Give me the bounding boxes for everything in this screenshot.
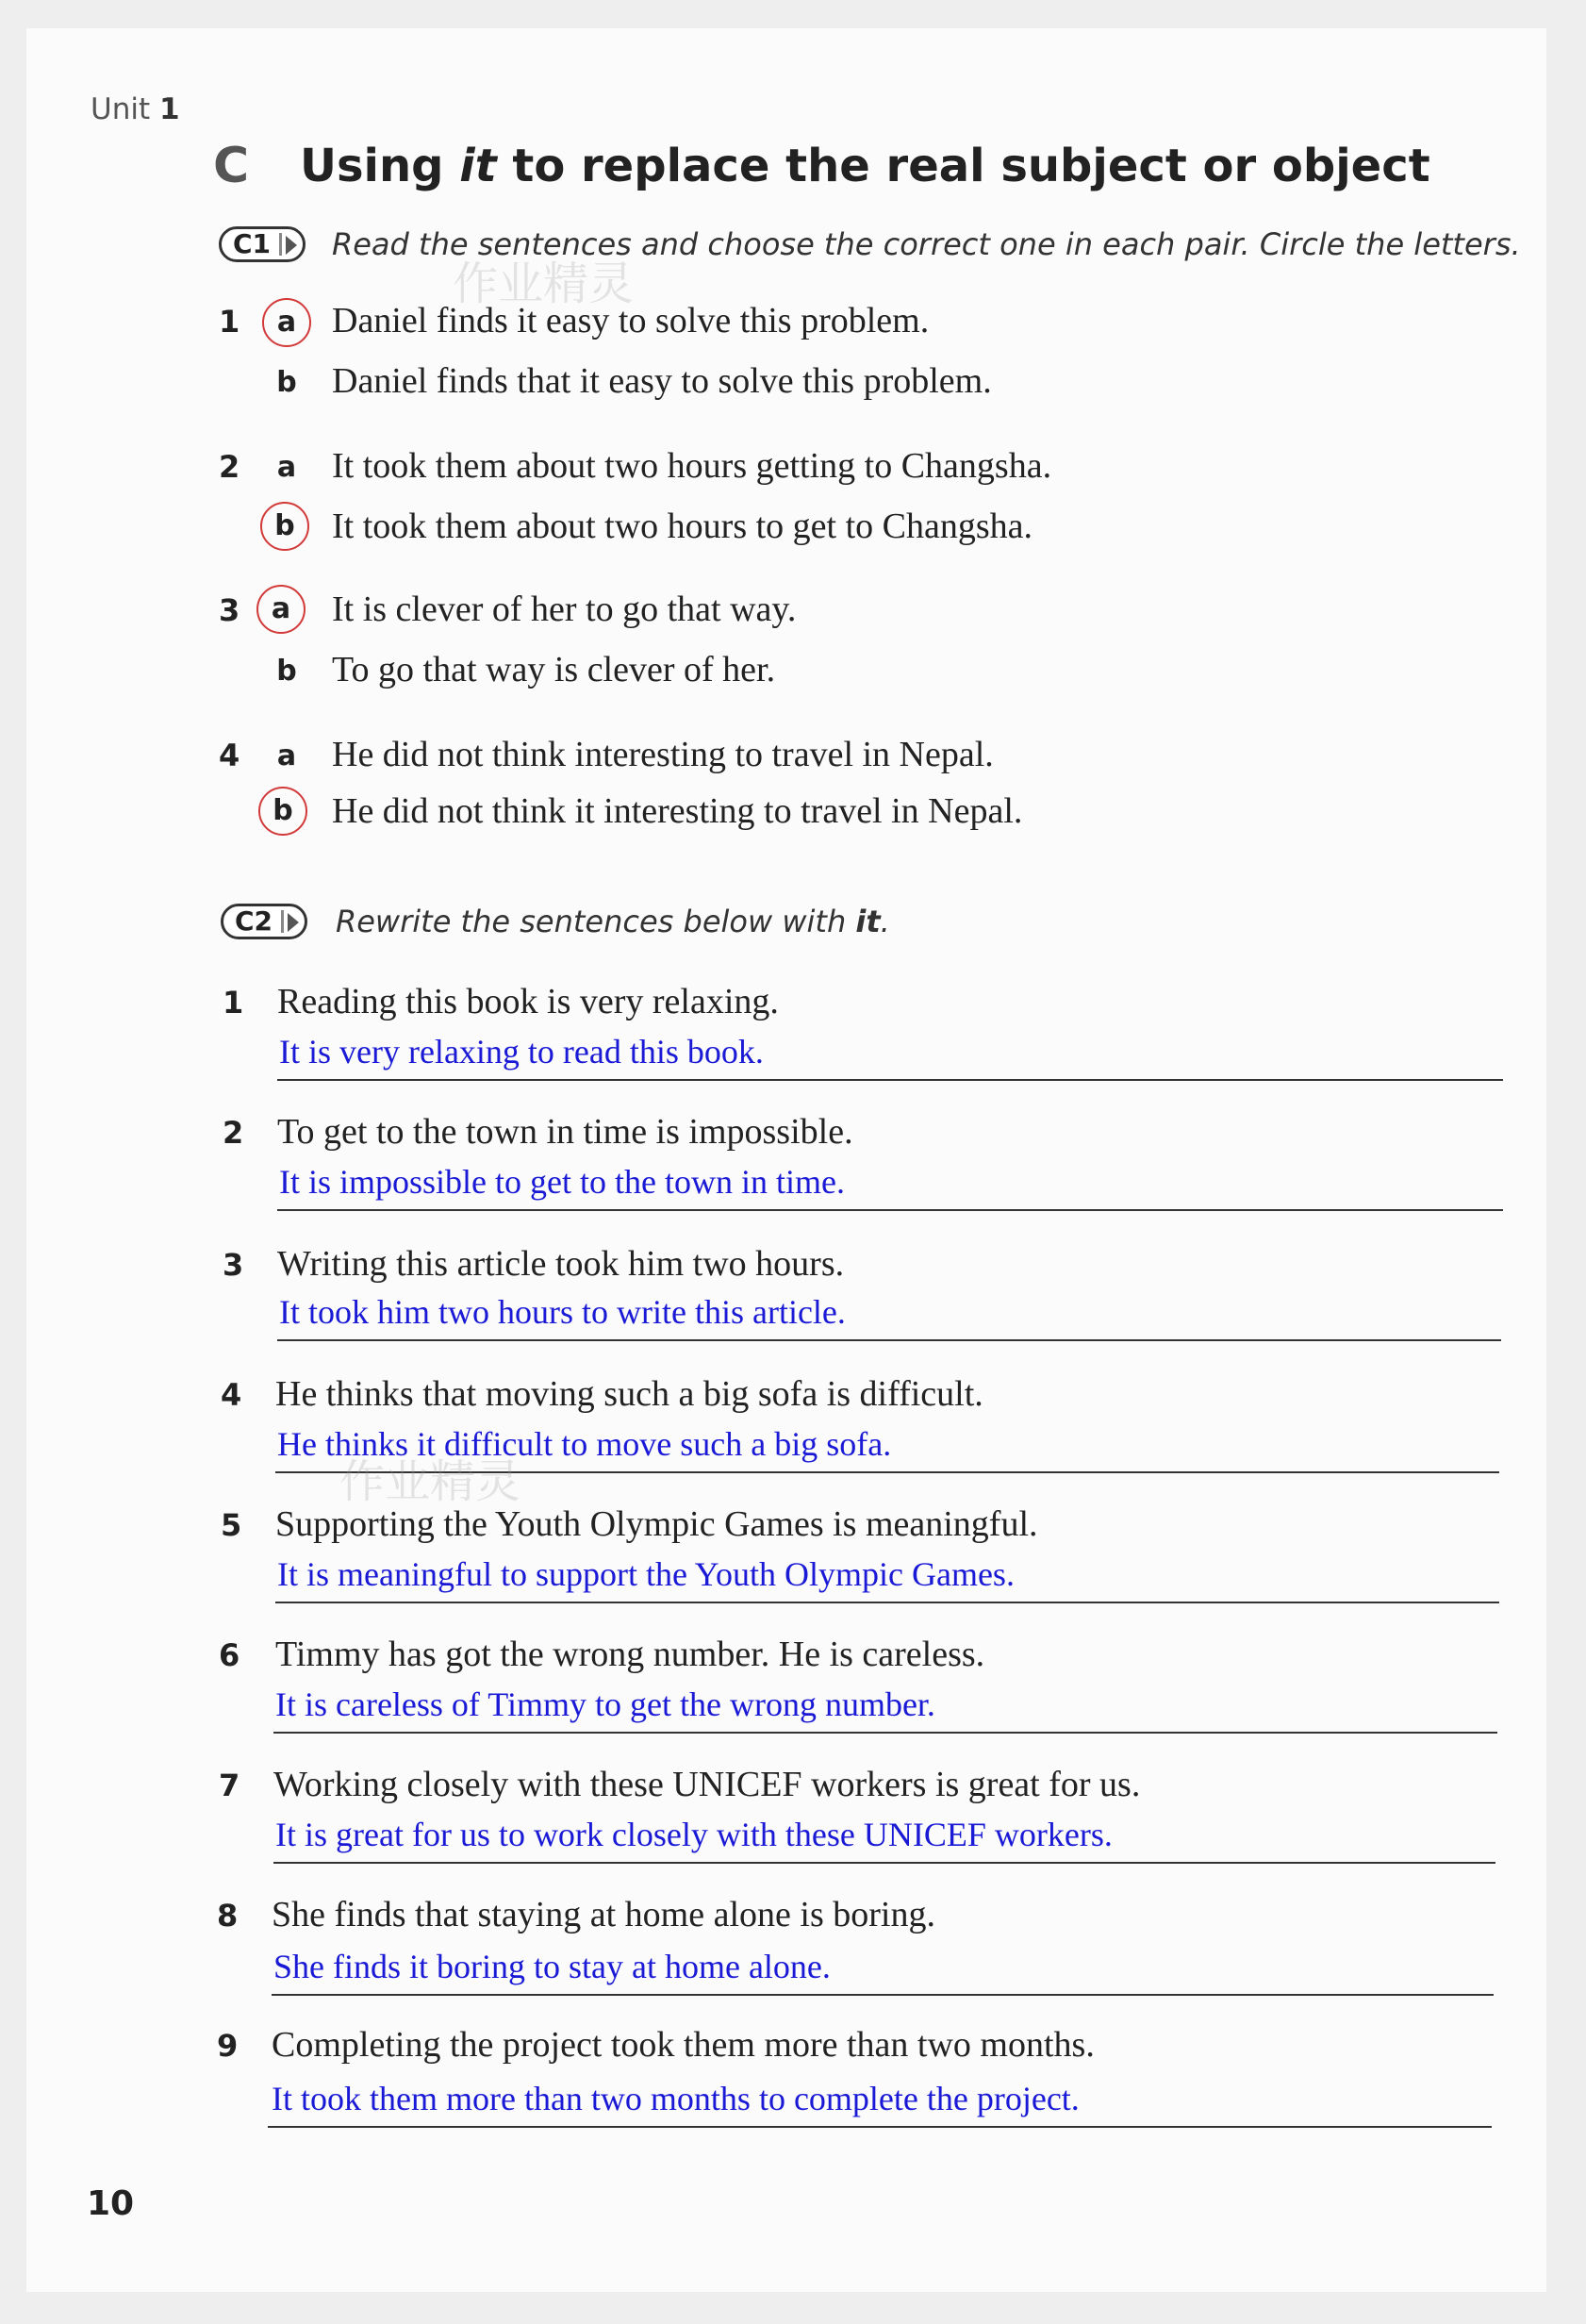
c2-sentence: Completing the project took them more than two months. [272, 2025, 1095, 2065]
c2-item-number: 3 [223, 1247, 244, 1283]
c2-item-number: 6 [219, 1637, 240, 1673]
c2-sentence: She finds that staying at home alone is boring. [272, 1895, 935, 1934]
option-b-sentence: It took them about two hours to get to Changsha. [332, 506, 1033, 546]
option-letter-b: b [273, 794, 293, 827]
unit-label: Unit 1 [91, 92, 180, 126]
c2-instruction: Rewrite the sentences below with it. [336, 904, 890, 939]
option-b-sentence: To go that way is clever of her. [332, 650, 776, 689]
option-letter-b: b [274, 509, 295, 542]
c2-item-number: 7 [219, 1768, 240, 1803]
c2-answer: It is meaningful to support the Youth Olympic Games. [277, 1555, 1015, 1593]
play-arrow-icon [286, 236, 297, 255]
option-letter-b: b [276, 366, 297, 399]
c2-sentence: Working closely with these UNICEF workers is great for us. [273, 1765, 1141, 1804]
c1-item-number: 1 [219, 304, 240, 340]
c2-answer: He thinks it difficult to move such a big sofa. [277, 1425, 892, 1463]
option-b-sentence: Daniel finds that it easy to solve this problem. [332, 361, 992, 401]
answer-line [273, 1732, 1497, 1734]
page-number: 10 [87, 2184, 135, 2223]
c2-answer: It is very relaxing to read this book. [279, 1033, 764, 1071]
c2-item-number: 9 [217, 2028, 239, 2064]
c2-item-number: 4 [221, 1377, 242, 1413]
c2-item-number: 8 [217, 1898, 239, 1934]
watermark: 作业精灵 [339, 1455, 521, 1508]
option-letter-a: a [276, 451, 297, 484]
c2-answer: She finds it boring to stay at home alone. [273, 1948, 831, 1985]
option-letter-b: b [276, 655, 297, 688]
option-a-sentence: He did not think interesting to travel in Nepal. [332, 735, 994, 774]
c2-sentence: Timmy has got the wrong number. He is careless. [275, 1635, 985, 1674]
answer-line [277, 1079, 1503, 1081]
answer-line [277, 1339, 1501, 1341]
option-letter-a: a [276, 739, 297, 772]
c2-answer: It is great for us to work closely with these UNICEF workers. [275, 1816, 1113, 1853]
c2-item-number: 2 [223, 1115, 244, 1151]
c2-answer: It is careless of Timmy to get the wrong number. [275, 1685, 935, 1723]
play-arrow-icon [288, 913, 299, 932]
option-letter-a: a [276, 306, 297, 339]
answer-line [272, 1994, 1494, 1996]
option-a-sentence: It is clever of her to go that way. [332, 589, 797, 629]
c2-sentence: To get to the town in time is impossible. [277, 1112, 853, 1152]
section-letter: C [213, 138, 250, 194]
section-title: Using it to replace the real subject or object [300, 140, 1430, 192]
answer-line [277, 1209, 1503, 1211]
c2-sentence: Writing this article took him two hours. [277, 1244, 845, 1284]
answer-line [268, 2126, 1492, 2128]
c2-sentence: He thinks that moving such a big sofa is difficult. [275, 1374, 983, 1414]
c1-item-number: 2 [219, 449, 240, 485]
c2-answer: It took them more than two months to complete the project. [272, 2080, 1080, 2117]
option-a-sentence: Daniel finds it easy to solve this problem. [332, 301, 930, 340]
option-a-sentence: It took them about two hours getting to Changsha. [332, 446, 1052, 486]
c1-tag: C1 [219, 226, 306, 262]
watermark: 作业精灵 [453, 257, 635, 310]
c2-item-number: 1 [223, 985, 244, 1021]
c1-instruction: Read the sentences and choose the correct one in each pair. Circle the letters. [332, 226, 1521, 262]
option-letter-a: a [271, 592, 291, 625]
c2-tag: C2 [221, 904, 307, 939]
c1-item-number: 4 [219, 738, 240, 773]
c2-sentence: Supporting the Youth Olympic Games is meaningful. [275, 1504, 1038, 1544]
c2-sentence: Reading this book is very relaxing. [277, 982, 779, 1021]
c2-answer: It is impossible to get to the town in time. [279, 1163, 845, 1201]
answer-line [273, 1862, 1495, 1864]
c1-item-number: 3 [219, 592, 240, 628]
answer-line [275, 1602, 1499, 1603]
option-b-sentence: He did not think it interesting to travel in Nepal. [332, 791, 1023, 831]
c2-answer: It took him two hours to write this article. [279, 1293, 846, 1331]
c2-item-number: 5 [221, 1507, 242, 1543]
